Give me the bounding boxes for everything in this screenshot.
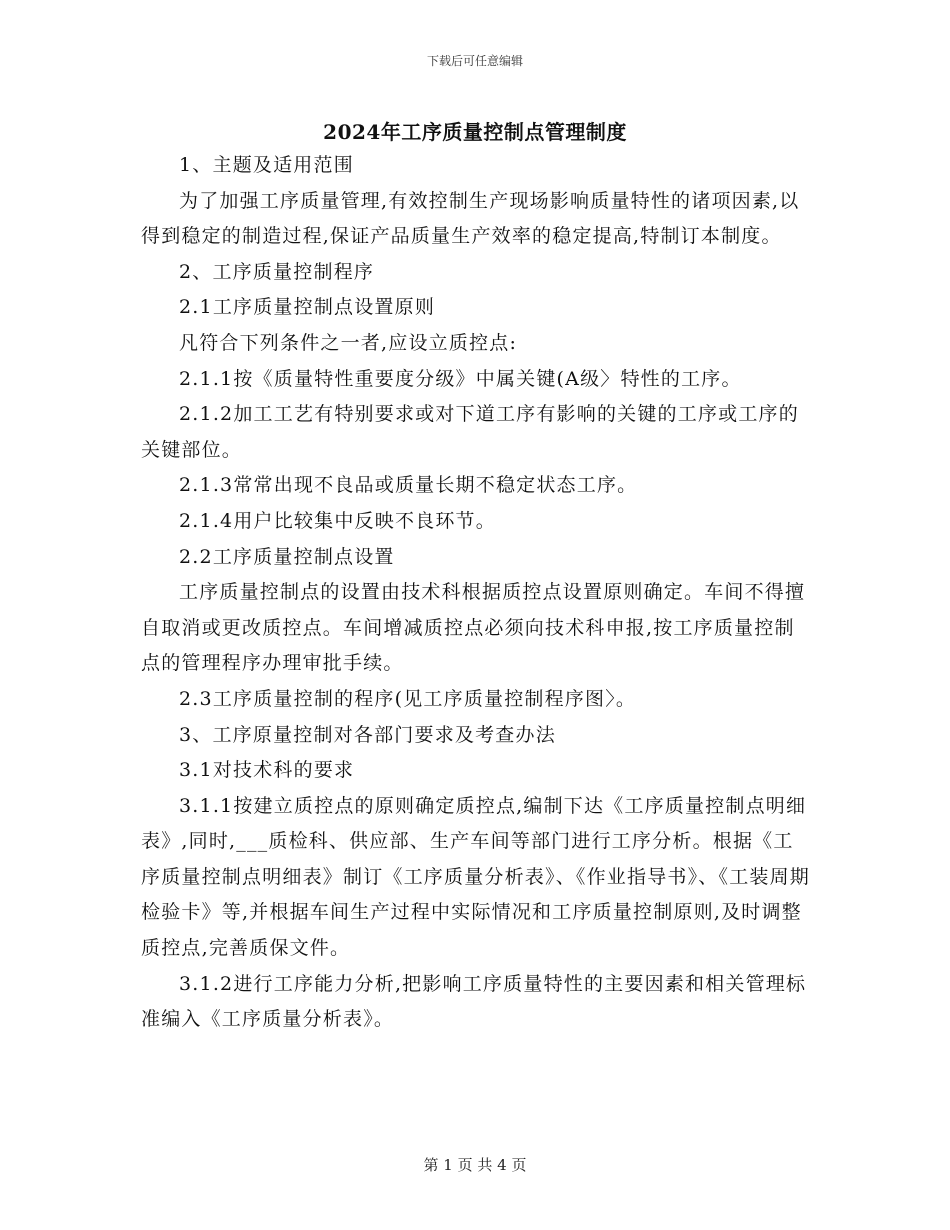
clause-3-1-1: 3.1.1按建立质控点的原则确定质控点,编制下达《工序质量控制点明细表》,同时,___质检科、供应部、生产车间等部门进行工序分析。根据《工序质量控制点明细表》制订《工序质量分析表》、《作业指导书》、《工装周期检验卡》等,并根据车间生产过程中实际情况和工序质量控制原则,及时调整质控点,完善质保文件。 xyxy=(141,794,811,960)
document-body xyxy=(141,148,811,1038)
subsection-heading-2-2: 2.2工序质量控制点设置 xyxy=(179,545,395,568)
clause-2-1-2: 2.1.2加工工艺有特别要求或对下道工序有影响的关键的工序或工序的关键部位。 xyxy=(141,403,799,461)
clause-2-1-3: 2.1.3常常出现不良品或质量长期不稳定状态工序。 xyxy=(179,474,638,497)
paragraph-purpose: 为了加强工序质量管理,有效控制生产现场影响质量特性的诸项因素,以得到稳定的制造过程,保证产品质量生产效率的稳定提高,特制订本制度。 xyxy=(141,189,800,248)
document-title: 2024年工序质量控制点管理制度 xyxy=(323,120,627,144)
clause-2-1-4: 2.1.4用户比较集中反映不良环节。 xyxy=(179,509,496,532)
page-header-note: 下载后可任意编辑 xyxy=(426,54,523,68)
section-heading-2: 2、工序质量控制程序 xyxy=(179,260,375,283)
subsection-heading-3-1: 3.1对技术科的要求 xyxy=(179,759,355,782)
section-heading-3: 3、工序原量控制对各部门要求及考查办法 xyxy=(179,723,556,746)
subsection-heading-2-1: 2.1工序质量控制点设置原则 xyxy=(179,296,436,319)
paragraph-control-point-setting: 工序质量控制点的设置由技术科根据质控点设置原则确定。车间不得擅自取消或更改质控点。车间增减质控点必须向技术科申报,按工序质量控制点的管理程序办理审批手续。 xyxy=(141,581,806,675)
clause-2-1-1: 2.1.1按《质量特性重要度分级》中属关键(A级〉特性的工序。 xyxy=(179,367,742,390)
page-number: 第 1 页 共 4 页 xyxy=(423,1156,527,1174)
section-heading-1: 1、主题及适用范围 xyxy=(179,154,354,176)
clause-3-1-2: 3.1.2进行工序能力分析,把影响工序质量特性的主要因素和相关管理标准编入《工序质量分析表》。 xyxy=(141,972,807,1031)
paragraph-conditions-intro: 凡符合下列条件之一者,应设立质控点: xyxy=(179,331,518,354)
clause-2-3: 2.3工序质量控制的程序(见工序质量控制程序图〉。 xyxy=(179,687,637,710)
